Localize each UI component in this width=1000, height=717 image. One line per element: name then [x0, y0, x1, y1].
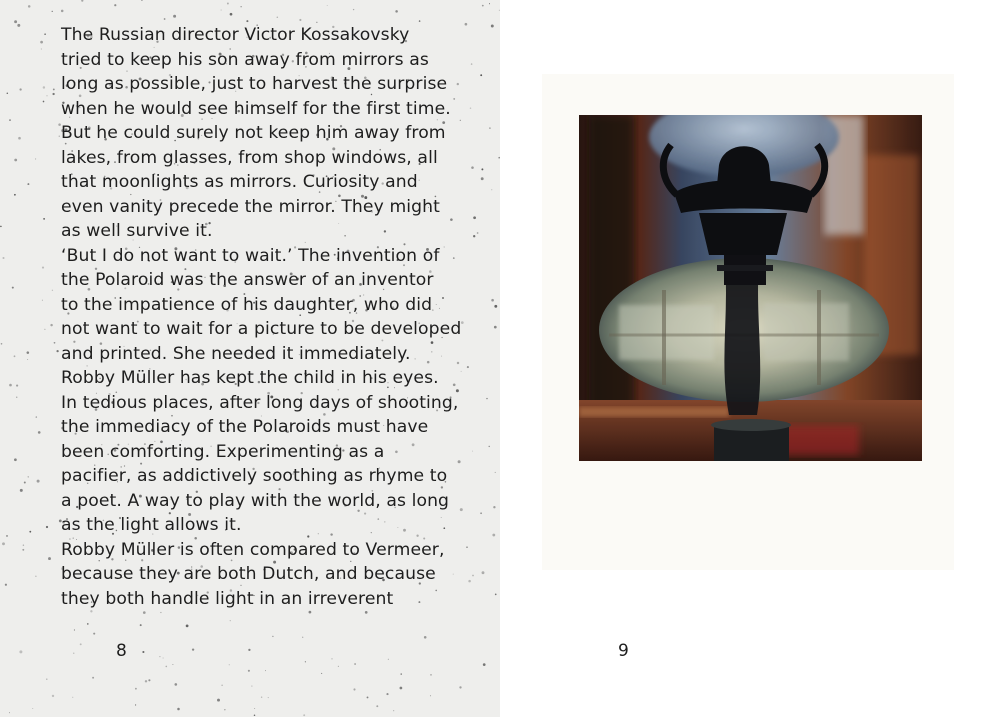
speckle	[177, 708, 180, 711]
speckle	[143, 611, 146, 614]
text-line: they both handle light in an irreverent	[61, 588, 394, 609]
speckle	[261, 696, 262, 697]
text-line: and printed. She needed it immediately.	[61, 343, 411, 364]
speckle	[0, 226, 2, 228]
speckle	[42, 300, 43, 301]
speckle	[486, 398, 487, 399]
speckle	[46, 679, 47, 680]
speckle	[430, 695, 431, 696]
text-line: lakes, from glasses, from shop windows, all	[61, 147, 438, 168]
speckle	[28, 5, 31, 8]
speckle	[19, 88, 21, 90]
text-line: that moonlights as mirrors. Curiosity and	[61, 172, 418, 192]
speckle	[224, 709, 225, 710]
speckle	[73, 653, 74, 654]
text-line: ‘But I do not want to wait.’ The invention of	[61, 245, 440, 266]
speckle	[17, 24, 20, 27]
speckle	[35, 576, 36, 577]
speckle	[74, 629, 75, 630]
speckle	[248, 649, 250, 651]
speckle	[19, 650, 22, 653]
speckle	[48, 557, 51, 560]
speckle	[12, 287, 14, 289]
speckle	[6, 535, 8, 537]
speckle	[135, 704, 136, 705]
text-line: But he could surely not keep him away from	[61, 123, 446, 143]
speckle	[492, 534, 495, 537]
speckle	[353, 688, 355, 690]
speckle	[53, 88, 55, 90]
text-line: even vanity precede the mirror. They might	[61, 196, 440, 217]
speckle	[7, 92, 9, 94]
text-line: a poet. A way to play with the world, as long	[61, 490, 450, 511]
speckle	[386, 693, 388, 695]
speckle	[14, 194, 16, 196]
speckle	[430, 674, 431, 675]
speckle	[27, 183, 29, 185]
speckle	[41, 48, 42, 49]
speckle	[44, 329, 45, 330]
speckle	[18, 137, 21, 140]
speckle	[494, 326, 497, 329]
speckle	[92, 677, 94, 679]
speckle	[44, 33, 46, 35]
text-line: been comforting. Experimenting as a	[61, 441, 385, 462]
speckle	[140, 624, 142, 626]
speckle	[14, 20, 17, 23]
speckle	[495, 472, 496, 473]
speckle	[40, 41, 43, 44]
speckle	[38, 431, 41, 434]
speckle	[393, 710, 394, 711]
speckle	[401, 673, 402, 674]
speckle	[493, 506, 495, 508]
speckle	[22, 549, 24, 551]
speckle	[419, 20, 421, 22]
speckle	[14, 458, 17, 461]
polaroid-frame	[542, 74, 954, 570]
page-number-left: 8	[116, 641, 127, 661]
speckle	[482, 5, 484, 7]
text-line: as well survive it.	[61, 221, 213, 241]
speckle	[43, 86, 45, 88]
speckle	[303, 714, 305, 716]
speckle	[29, 531, 31, 533]
text-line: long as possible, just to harvest the surprise	[61, 74, 448, 94]
speckle	[23, 544, 24, 545]
speckle	[272, 636, 273, 637]
speckle	[56, 350, 58, 352]
text-line: the Polaroid was the answer of an inventor	[61, 270, 434, 290]
speckle	[1, 343, 3, 345]
speckle	[248, 670, 250, 672]
speckle	[489, 3, 490, 4]
speckle	[192, 648, 194, 650]
speckle	[9, 384, 12, 387]
speckle	[32, 708, 33, 709]
speckle	[365, 611, 368, 614]
speckle	[227, 3, 229, 5]
speckle	[36, 416, 37, 417]
speckle	[164, 18, 166, 20]
speckle	[142, 651, 144, 653]
speckle	[163, 657, 164, 658]
speckle	[483, 663, 486, 666]
text-line: because they are both Dutch, and because	[61, 564, 436, 584]
speckle	[27, 351, 30, 354]
speckle	[388, 659, 389, 660]
speckle	[481, 177, 484, 180]
speckle	[277, 17, 279, 19]
speckle	[229, 664, 230, 665]
speckle	[87, 623, 89, 625]
speckle	[268, 697, 269, 698]
right-page	[500, 0, 1000, 717]
speckle	[424, 636, 427, 639]
speckle	[28, 476, 29, 477]
speckle	[309, 611, 312, 614]
speckle	[141, 0, 143, 1]
speckle	[61, 10, 64, 13]
speckle	[221, 685, 222, 686]
speckle	[52, 93, 54, 95]
speckle	[114, 4, 116, 6]
speckle	[80, 643, 82, 645]
speckle	[174, 683, 177, 686]
speckle	[299, 19, 301, 21]
speckle	[20, 489, 23, 492]
speckle	[338, 666, 339, 667]
speckle	[46, 526, 48, 528]
speckle	[173, 15, 176, 18]
speckle	[9, 712, 10, 713]
speckle	[172, 664, 173, 665]
speckle	[321, 673, 322, 674]
speckle	[221, 10, 222, 11]
speckle	[42, 267, 44, 269]
speckle	[494, 305, 497, 308]
oil-lamp-photo	[579, 115, 922, 461]
speckle	[302, 637, 303, 638]
speckle	[2, 257, 4, 259]
speckle	[47, 95, 48, 96]
speckle	[254, 708, 255, 709]
speckle	[54, 342, 56, 344]
text-line: The Russian director Victor Kossakovsky	[61, 25, 410, 45]
speckle	[37, 480, 40, 483]
speckle	[135, 688, 137, 690]
speckle	[14, 355, 16, 357]
text-line: not want to wait for a picture to be developed	[61, 319, 462, 339]
speckle	[52, 695, 54, 697]
speckle	[160, 612, 161, 613]
speckle	[241, 6, 242, 7]
speckle	[265, 670, 266, 671]
speckle	[27, 359, 28, 360]
speckle	[50, 324, 52, 326]
body-text	[61, 23, 481, 611]
speckle	[495, 594, 497, 596]
text-line: as the light allows it.	[61, 515, 242, 535]
speckle	[217, 699, 220, 702]
speckle	[52, 290, 53, 291]
speckle	[481, 168, 483, 170]
speckle	[354, 663, 356, 665]
speckle	[148, 679, 150, 681]
speckle	[93, 633, 95, 635]
speckle	[353, 9, 354, 10]
text-line: tried to keep his son away from mirrors as	[61, 49, 429, 70]
speckle	[254, 715, 256, 717]
speckle	[491, 189, 492, 190]
speckle	[491, 299, 494, 302]
speckle	[400, 687, 403, 690]
text-line: Robby Müller has kept the child in his eyes.	[61, 368, 439, 388]
speckle	[145, 680, 147, 682]
speckle	[72, 697, 73, 698]
speckle	[246, 20, 248, 22]
speckle	[395, 10, 398, 13]
speckle	[489, 127, 491, 129]
speckle	[2, 542, 5, 545]
text-line: when he would see himself for the first time.	[61, 98, 451, 119]
text-line: to the impatience of his daughter, who did	[61, 294, 433, 315]
speckle	[14, 159, 17, 162]
speckle	[327, 5, 328, 6]
speckle	[491, 25, 494, 28]
text-line: In tedious places, after long days of shooting,	[61, 392, 459, 413]
text-line: Robby Müller is often compared to Vermeer,	[61, 539, 445, 560]
speckle	[376, 705, 378, 707]
speckle	[16, 385, 18, 387]
speckle	[489, 446, 490, 447]
speckle	[16, 397, 17, 398]
speckle	[59, 135, 60, 136]
speckle	[305, 661, 306, 662]
speckle	[186, 625, 189, 628]
speckle	[331, 658, 332, 659]
speckle	[52, 11, 53, 12]
speckle	[159, 656, 160, 657]
speckle	[367, 696, 369, 698]
speckle	[482, 571, 485, 574]
speckle	[43, 101, 45, 103]
speckle	[165, 666, 167, 668]
speckle	[43, 218, 45, 220]
text-line: the immediacy of the Polaroids must have	[61, 417, 429, 437]
speckle	[9, 119, 11, 121]
speckle	[24, 482, 26, 484]
page-number-right: 9	[618, 641, 629, 661]
speckle	[459, 686, 461, 688]
speckle	[5, 584, 7, 586]
speckle	[230, 620, 231, 621]
speckle	[251, 686, 252, 687]
speckle	[81, 0, 83, 2]
speckle	[35, 158, 36, 159]
text-line: pacifier, as addictively soothing as rhyme to	[61, 466, 448, 486]
speckle	[230, 13, 233, 16]
